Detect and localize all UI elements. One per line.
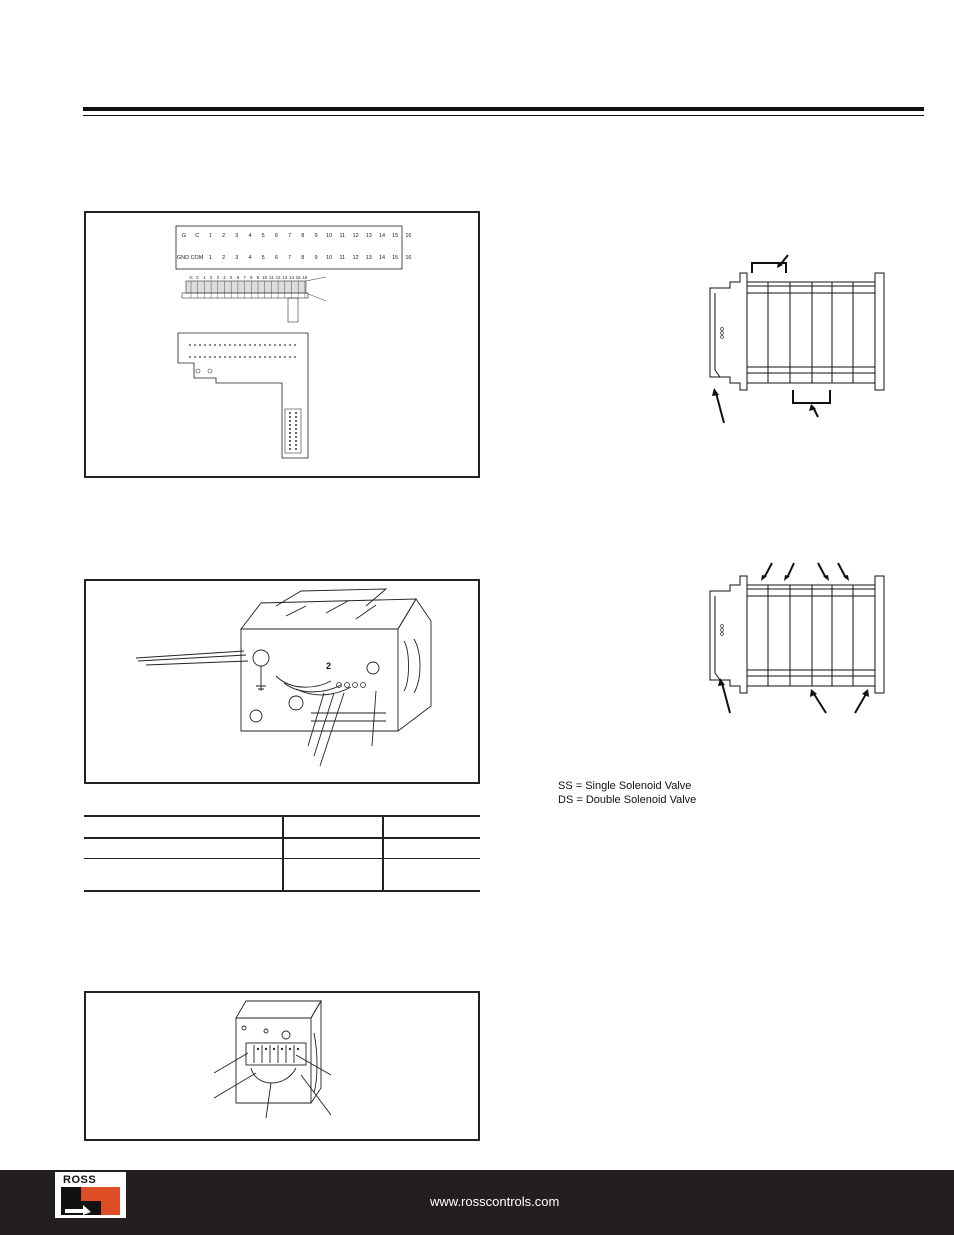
table-cell [383,838,480,859]
terminal-screw [273,1048,275,1050]
header-pin [295,416,297,418]
terminal-screw [289,1048,291,1050]
terminal-board-drawing [86,213,478,476]
terminal-top-label: C [195,233,200,239]
connector-pin-label: 4 [223,275,226,280]
terminal-top-label: 2 [222,233,226,239]
board-hole [254,344,256,346]
board-hole [199,356,201,358]
board-hole [189,344,191,346]
table-cell [84,816,283,838]
terminal-bottom-label: 12 [352,255,359,261]
board-hole [219,356,221,358]
board-hole [199,344,201,346]
table-cell [383,859,480,892]
connector-pin-label: 12 [275,275,281,280]
header-pin [295,436,297,438]
table-cell [383,816,480,838]
terminal-screw [265,1048,267,1050]
terminal-screw [297,1048,299,1050]
wire-number-label: 2 [326,661,332,671]
connector-pin-label: 8 [250,275,253,280]
header-pin [295,444,297,446]
connector-pin-label: 15 [295,275,301,280]
logo-text: ROSS [63,1174,97,1186]
board-hole [234,356,236,358]
header-pin [289,424,291,426]
legend [558,779,696,807]
terminal-bottom-label: 15 [392,255,399,261]
header-pin [295,428,297,430]
terminal-top-label: 15 [392,233,399,239]
wiring-connector-drawing [86,581,478,782]
board-hole [279,344,281,346]
terminal-bottom-label: 6 [274,255,278,261]
board-hole [264,344,266,346]
terminal-bottom-label: COM [190,255,204,261]
board-hole [209,356,211,358]
connector-pin-label: 1 [203,275,206,280]
connector-pin-label: 14 [289,275,294,280]
connector-pin-label: 7 [243,275,246,280]
terminal-bottom-label: 1 [208,255,212,261]
header-pin [289,444,291,446]
legend-ds: DS = Double Solenoid Valve [558,794,697,806]
connector-pin-label: 13 [282,275,288,280]
header-pin [295,412,297,414]
terminal-bottom-label: 3 [235,255,239,261]
wiring-connector-figure [84,579,480,784]
board-hole [229,344,231,346]
terminal-bottom-label: 11 [339,255,346,261]
board-hole [239,344,241,346]
terminal-top-label: 7 [288,233,292,239]
terminal-screw [281,1048,283,1050]
terminal-top-label: 10 [326,233,333,239]
connector-pin-label: C [196,275,200,280]
board-hole [234,344,236,346]
board-hole [269,344,271,346]
board-hole [249,344,251,346]
terminal-top-label: 8 [301,233,305,239]
terminal-top-label: 11 [339,233,346,239]
connector-pin-label: G [189,275,193,280]
board-hole [229,356,231,358]
table-cell [283,838,383,859]
table-row [84,838,480,859]
board-hole [259,356,261,358]
table-cell [283,859,383,892]
connector-pin-label: 3 [216,275,219,280]
connector-pin-label: 11 [269,275,274,280]
spec-table [84,815,480,892]
header-pin [295,420,297,422]
terminal-top-label: 1 [208,233,212,239]
table-row [84,859,480,892]
board-hole [204,344,206,346]
terminal-bottom-label: 10 [326,255,333,261]
terminal-bottom-label: 5 [261,255,265,261]
header-pin [289,428,291,430]
terminal-top-label: 14 [378,233,386,239]
terminal-top-label: G [181,233,187,239]
header-pin [289,412,291,414]
board-hole [289,344,291,346]
logo-mark [61,1187,120,1215]
header-pin [295,448,297,450]
board-hole [239,356,241,358]
header-pin [289,448,291,450]
header-pin [289,440,291,442]
header-pin [289,416,291,418]
legend-ss: SS = Single Solenoid Valve [558,780,692,792]
board-hole [244,356,246,358]
board-hole [279,356,281,358]
board-hole [224,344,226,346]
terminal-block-drawing [86,993,478,1139]
board-hole [274,356,276,358]
board-hole [194,344,196,346]
terminal-screw [257,1048,259,1050]
board-hole [294,356,296,358]
header-pin [289,420,291,422]
terminal-top-label: 5 [261,233,265,239]
header-pin [289,432,291,434]
terminal-top-label: 6 [274,233,278,239]
ross-logo [55,1172,126,1218]
board-hole [219,344,221,346]
website-link[interactable]: www.rosscontrols.com [430,1194,560,1209]
table-row [84,816,480,838]
terminal-bottom-label: 16 [405,255,412,261]
board-hole [214,344,216,346]
board-hole [224,356,226,358]
connector-pin-label: 5 [230,275,233,280]
terminal-bottom-label: GND [176,255,190,261]
terminal-top-label: 13 [365,233,372,239]
terminal-board-figure [84,211,480,478]
terminal-top-label: 9 [314,233,318,239]
terminal-bottom-label: 14 [378,255,386,261]
terminal-top-label: 16 [405,233,412,239]
board-hole [289,356,291,358]
terminal-block-figure [84,991,480,1141]
terminal-bottom-label: 13 [365,255,372,261]
manifold-diagram-double [700,558,900,718]
board-hole [254,356,256,358]
manifold-diagram-single [700,245,900,425]
board-hole [204,356,206,358]
header-rule-thin [83,115,924,116]
board-hole [194,356,196,358]
terminal-bottom-label: 8 [301,255,305,261]
board-hole [269,356,271,358]
header-pin [289,436,291,438]
header-pin [295,432,297,434]
board-hole [214,356,216,358]
terminal-top-label: 3 [235,233,239,239]
board-hole [274,344,276,346]
connector-pin-label: 16 [302,275,308,280]
terminal-bottom-label: 2 [222,255,226,261]
connector-pin-label: 6 [236,275,240,280]
table-cell [84,838,283,859]
board-hole [189,356,191,358]
table-cell [283,816,383,838]
board-hole [284,344,286,346]
board-hole [264,356,266,358]
connector-pin-label: 9 [256,275,260,280]
board-hole [259,344,261,346]
terminal-bottom-label: 9 [314,255,318,261]
terminal-top-label: 4 [248,233,252,239]
board-hole [284,356,286,358]
board-hole [244,344,246,346]
header-pin [295,424,297,426]
board-hole [249,356,251,358]
connector-pin-label: 2 [209,275,213,280]
connector-pin-label: 10 [262,275,268,280]
terminal-top-label: 12 [352,233,359,239]
board-hole [294,344,296,346]
board-hole [209,344,211,346]
header-pin [295,440,297,442]
terminal-bottom-label: 7 [288,255,292,261]
terminal-bottom-label: 4 [248,255,252,261]
table-cell [84,859,283,892]
header-rule-thick [83,107,924,111]
